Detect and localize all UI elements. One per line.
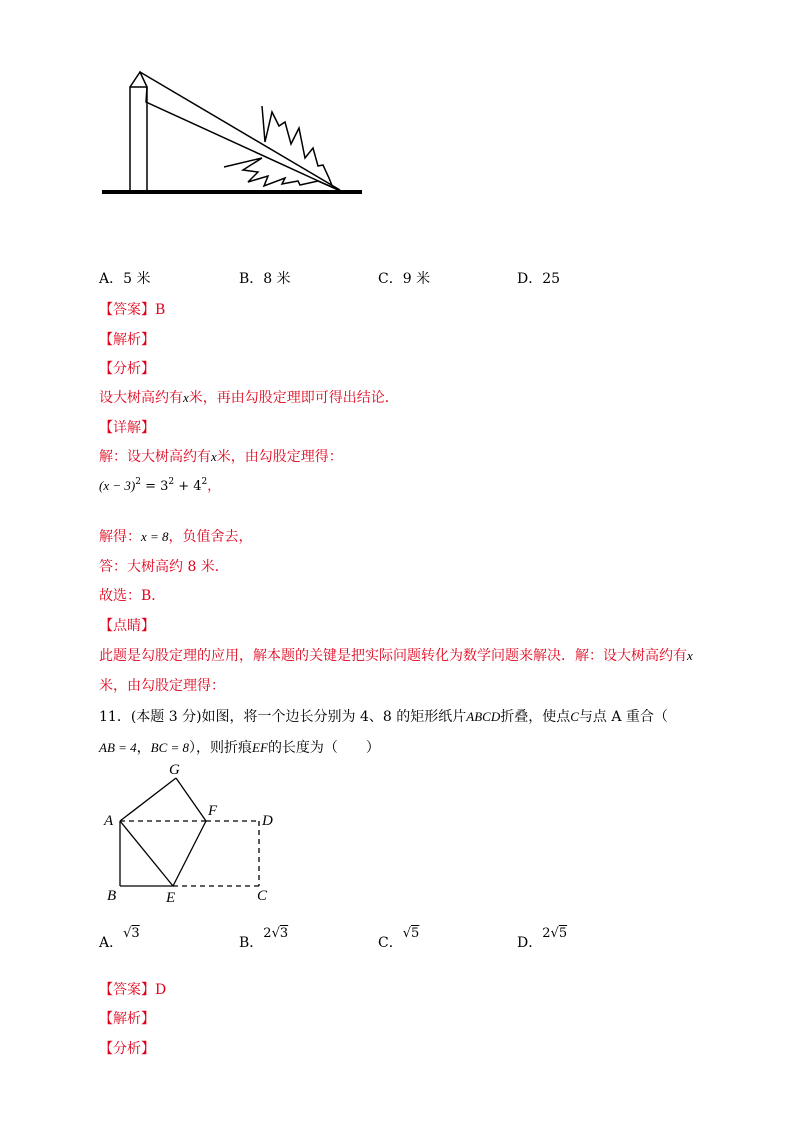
q10-jiexi-heading: 【解析】 <box>99 332 155 348</box>
edge-ag <box>120 778 176 821</box>
q11-option-b: B．2√3 <box>239 926 289 951</box>
q10-solve-line: 解：设大树高约有x米，由勾股定理得： <box>99 449 343 465</box>
q10-fenxi-heading: 【分析】 <box>99 361 155 377</box>
label-b: B <box>107 888 117 904</box>
label-g: G <box>169 762 180 778</box>
q10-choice-line: 故选：B． <box>99 588 166 604</box>
q11-option-d: D．2√5 <box>517 926 568 951</box>
label-a: A <box>104 813 114 829</box>
q10-dianjing-text: 此题是勾股定理的应用，解本题的关键是把实际问题转化为数学问题来解决．解：设大树高约有x <box>99 648 693 664</box>
q10-answer-line: 答：大树高约 8 米． <box>99 559 229 575</box>
q11-option-c: C．√5 <box>378 926 420 951</box>
q11-fenxi-heading: 【分析】 <box>99 1041 155 1057</box>
q10-equation: $(x - 3)^2 = 3^2 + 4^2$， <box>99 477 221 494</box>
label-e: E <box>166 890 176 906</box>
q10-dianjing-heading: 【点睛】 <box>99 618 155 634</box>
crease-ef <box>173 821 206 886</box>
q10-option-a: A．5 米 <box>99 271 151 287</box>
label-c: C <box>257 888 268 904</box>
q10-option-d: D．25 <box>517 271 561 287</box>
q10-jiede-line: 解得：x = 8，负值舍去， <box>99 529 253 545</box>
q11-jiexi-heading: 【解析】 <box>99 1011 155 1027</box>
q10-xiangjie-heading: 【详解】 <box>99 420 155 436</box>
label-d: D <box>262 813 273 829</box>
q10-option-c: C．9 米 <box>378 271 431 287</box>
q10-fenxi-text: 设大树高约有x米，再由勾股定理即可得出结论． <box>99 390 399 406</box>
q10-dianjing-text-2: 米，由勾股定理得： <box>99 678 225 694</box>
q11-answer: 【答案】D <box>99 982 167 998</box>
q10-answer: 【答案】B <box>99 302 166 318</box>
q11-option-a: A．√3 <box>99 926 140 951</box>
edge-ae <box>120 821 173 886</box>
q11-stem: 11．(本题 3 分)如图，将一个边长分别为 4、8 的矩形纸片ABCD折叠，使点C与点 A 重合（ <box>99 709 668 725</box>
label-f: F <box>208 803 218 819</box>
q11-conditions: AB = 4，BC = 8），则折痕EF的长度为（ ） <box>99 740 380 756</box>
q10-option-b: B．8 米 <box>239 271 291 287</box>
edge-gf <box>176 778 206 821</box>
